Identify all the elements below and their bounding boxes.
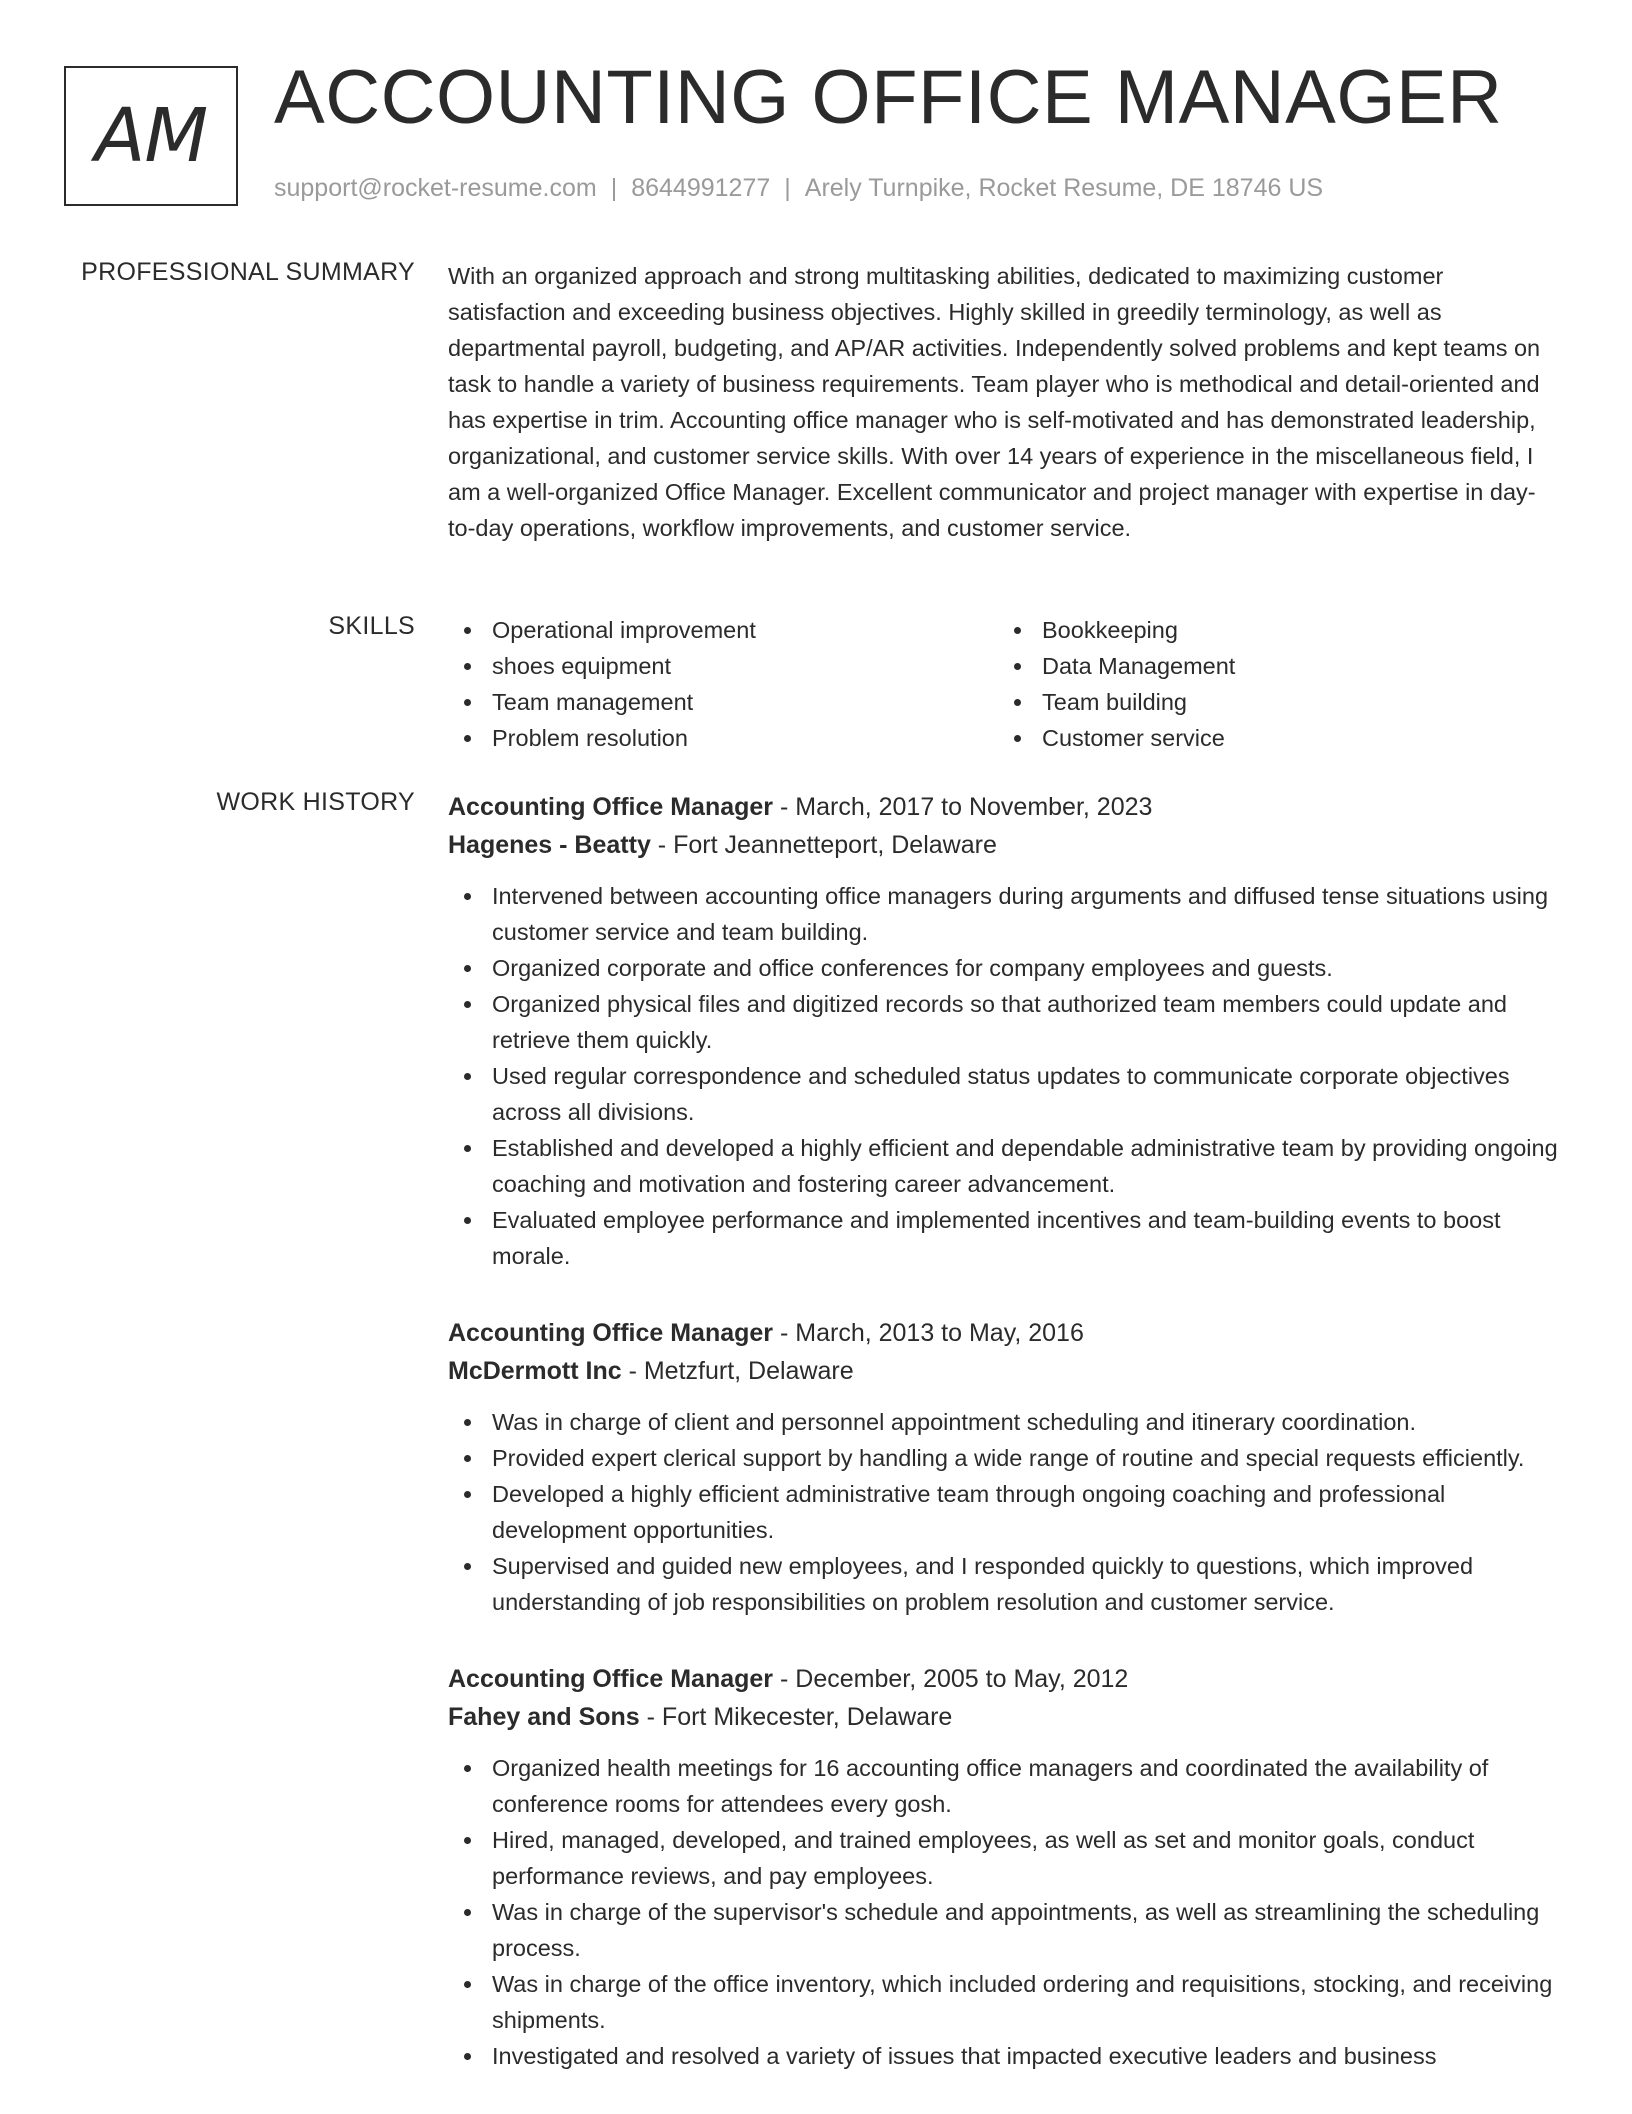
monogram-initials: AM: [94, 93, 208, 179]
job-location: - Fort Mikecester, Delaware: [639, 1703, 953, 1731]
list-item: Operational improvement: [492, 612, 998, 648]
list-item: Evaluated employee performance and implemented incentives and team-building events to boost morale.: [492, 1202, 1560, 1274]
job-title: Accounting Office Manager: [448, 1665, 774, 1693]
job-company: Hagenes - Beatty: [448, 831, 651, 859]
job-company-line: [448, 1698, 1560, 1736]
list-item: Team building: [1042, 684, 1548, 720]
job-entry: [448, 788, 1560, 1274]
list-item: Problem resolution: [492, 720, 998, 756]
list-item: Organized health meetings for 16 accounting office managers and coordinated the availability of conference rooms for attendees every gosh.: [492, 1750, 1560, 1822]
job-dates: - December, 2005 to May, 2012: [773, 1665, 1129, 1693]
list-item: Used regular correspondence and scheduled status updates to communicate corporate objectives across all divisions.: [492, 1058, 1560, 1130]
list-item: Was in charge of the office inventory, which included ordering and requisitions, stocking, and receiving shipments.: [492, 1966, 1560, 2038]
contact-phone: 8644991277: [631, 174, 771, 202]
monogram-box: [64, 66, 238, 206]
skills-column-right: [998, 612, 1548, 756]
skills-list-left: [448, 612, 998, 756]
job-title-line: [448, 1314, 1560, 1352]
job-company-line: [448, 826, 1560, 864]
list-item: Supervised and guided new employees, and I responded quickly to questions, which improved understanding of job responsibilities on problem resolution and customer service.: [492, 1548, 1560, 1620]
list-item: Was in charge of the supervisor's schedule and appointments, as well as streamlining the scheduling process.: [492, 1894, 1560, 1966]
skills-grid: [448, 612, 1560, 756]
job-dates: - March, 2017 to November, 2023: [773, 793, 1153, 821]
job-location: - Fort Jeannetteport, Delaware: [650, 831, 997, 859]
skills-column-left: [448, 612, 998, 756]
job-duties-list: [448, 1404, 1560, 1620]
work-body: [448, 788, 1560, 2114]
work-heading: WORK HISTORY: [216, 788, 415, 816]
list-item: Organized corporate and office conferences for company employees and guests.: [492, 950, 1560, 986]
list-item: Intervened between accounting office managers during arguments and diffused tense situations using customer service and team building.: [492, 878, 1560, 950]
list-item: Developed a highly efficient administrative team through ongoing coaching and professional development opportunities.: [492, 1476, 1560, 1548]
list-item: Bookkeeping: [1042, 612, 1548, 648]
skills-body: [448, 612, 1560, 756]
summary-text: With an organized approach and strong multitasking abilities, dedicated to maximizing customer satisfaction and exceeding business objectives. Highly skilled in greedily terminology, as well as departmental payroll, budgeting, and AP/AR activities. Independently solved problems and kept teams on task to handle a variety of business requirements. Team player who is methodical and detail-oriented and has expertise in trim. Accounting office manager who is self-motivated and has demonstrated leadership, organizational, and customer service skills. With over 14 years of experience in the miscellaneous field, I am a well-organized Office Manager. Excellent communicator and project manager with expertise in day-to-day operations, workflow improvements, and customer service.: [448, 263, 1541, 541]
page-title: ACCOUNTING OFFICE MANAGER: [274, 55, 1503, 140]
job-dates: - March, 2013 to May, 2016: [773, 1319, 1084, 1347]
list-item: Organized physical files and digitized records so that authorized team members could update and retrieve them quickly.: [492, 986, 1560, 1058]
job-duties-list: [448, 1750, 1560, 2074]
job-entry: [448, 1314, 1560, 1620]
job-title-line: [448, 788, 1560, 826]
list-item: shoes equipment: [492, 648, 998, 684]
contact-separator: |: [610, 174, 618, 202]
contact-separator: |: [784, 174, 791, 202]
list-item: Customer service: [1042, 720, 1548, 756]
list-item: Data Management: [1042, 648, 1548, 684]
job-duties-list: [448, 878, 1560, 1274]
skills-heading: SKILLS: [328, 612, 415, 640]
contact-email: support@rocket-resume.com: [274, 174, 597, 202]
job-entry: [448, 1660, 1560, 2074]
job-title: Accounting Office Manager: [448, 793, 774, 821]
contact-address: Arely Turnpike, Rocket Resume, DE 18746 US: [804, 174, 1324, 202]
job-title-line: [448, 1660, 1560, 1698]
job-company-line: [448, 1352, 1560, 1390]
summary-body: [448, 258, 1560, 546]
list-item: Team management: [492, 684, 998, 720]
list-item: Investigated and resolved a variety of issues that impacted executive leaders and business: [492, 2038, 1560, 2074]
list-item: Established and developed a highly efficient and dependable administrative team by providing ongoing coaching and motivation and fostering career advancement.: [492, 1130, 1560, 1202]
summary-heading: PROFESSIONAL SUMMARY: [81, 258, 415, 286]
contact-line: [274, 174, 1323, 203]
list-item: Was in charge of client and personnel appointment scheduling and itinerary coordination.: [492, 1404, 1560, 1440]
job-company: Fahey and Sons: [448, 1703, 640, 1731]
skills-list-right: [998, 612, 1548, 756]
list-item: Provided expert clerical support by handling a wide range of routine and special requests efficiently.: [492, 1440, 1560, 1476]
job-location: - Metzfurt, Delaware: [621, 1357, 854, 1385]
job-title: Accounting Office Manager: [448, 1319, 774, 1347]
job-company: McDermott Inc: [448, 1357, 622, 1385]
list-item: Hired, managed, developed, and trained employees, as well as set and monitor goals, conduct performance reviews, and pay employees.: [492, 1822, 1560, 1894]
